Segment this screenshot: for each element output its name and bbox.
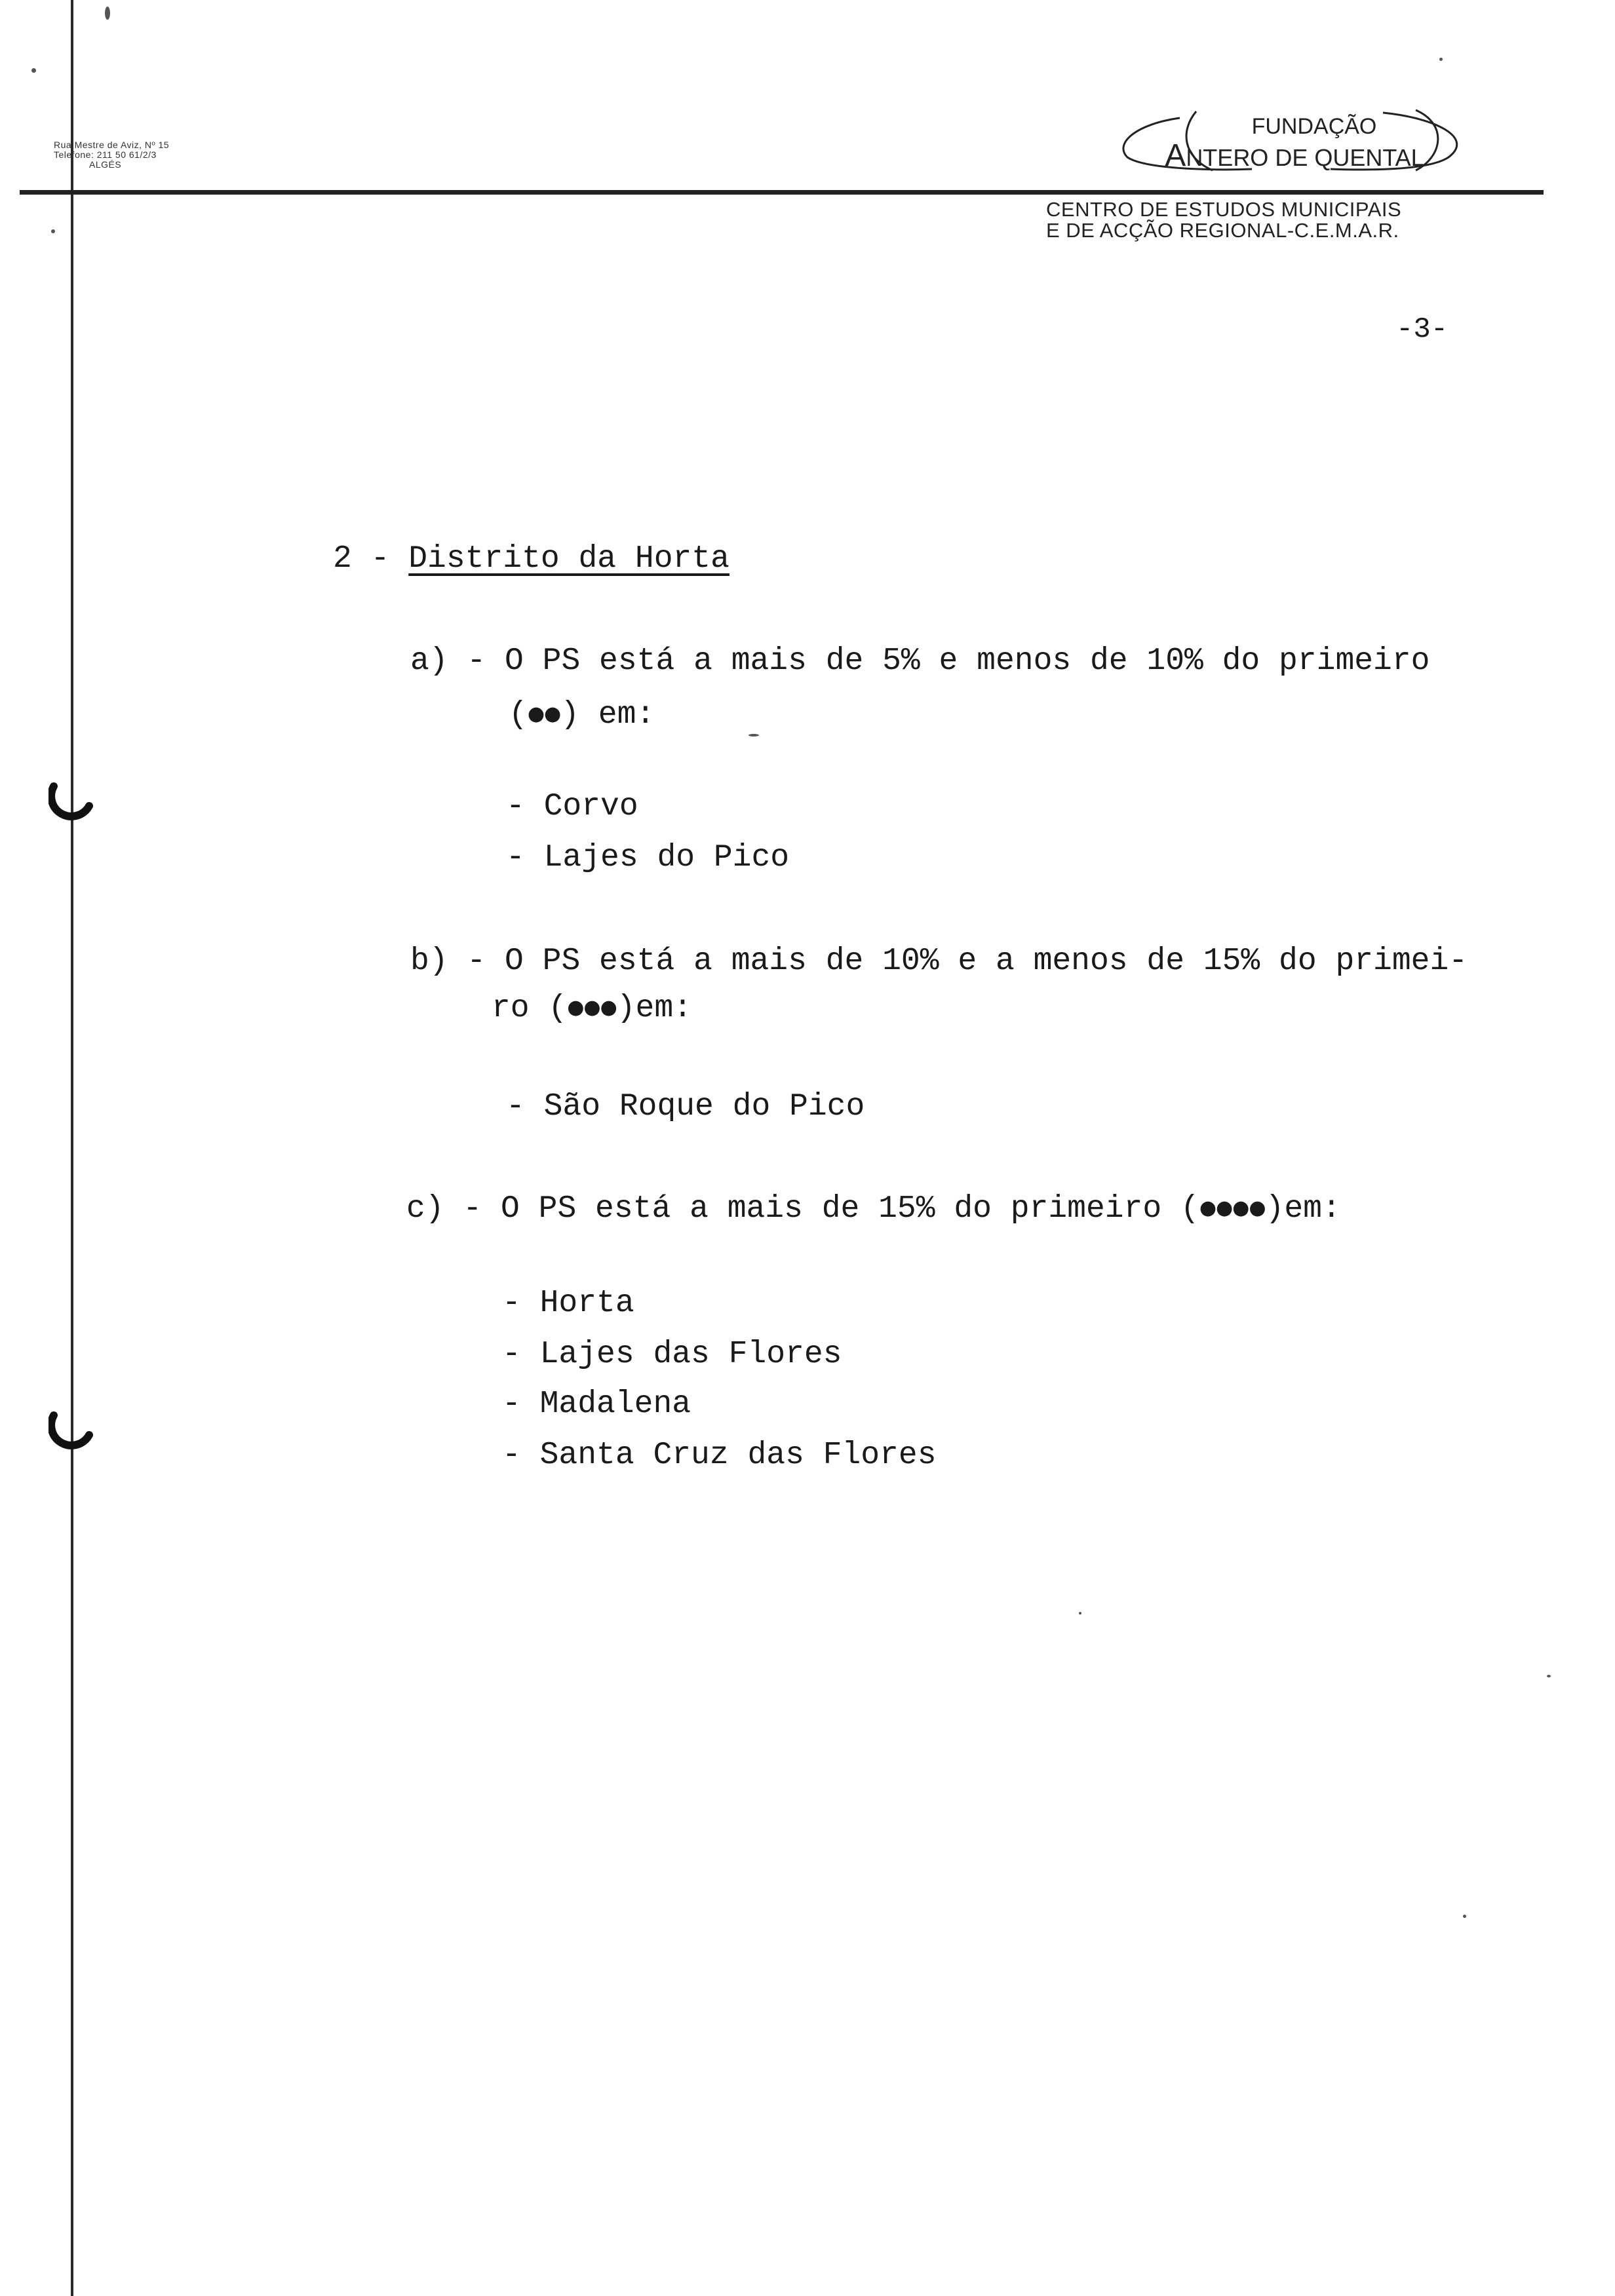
scan-speck: [1463, 1915, 1466, 1918]
list-item: - Horta: [502, 1286, 634, 1321]
centre-name: [1046, 199, 1401, 241]
list-item: - Santa Cruz das Flores: [502, 1438, 937, 1473]
item-b-marker: ●●●: [567, 996, 617, 1019]
scan-speck: [1547, 1675, 1551, 1677]
item-b-em: )em:: [616, 991, 692, 1026]
item-b-line2: [492, 991, 692, 1026]
page-number: -3-: [1396, 313, 1449, 346]
scan-speck: [31, 68, 36, 73]
item-a-line2: [509, 697, 655, 733]
address-street: Rua Mestre de Aviz, Nº 15: [54, 140, 170, 150]
scan-speck: [1079, 1612, 1081, 1615]
letterhead-address: [54, 140, 169, 170]
item-a-line1: [410, 643, 1430, 679]
list-item: - Lajes das Flores: [502, 1337, 842, 1372]
punch-hole-icon: [49, 780, 94, 826]
item-b-line1: [410, 944, 1468, 979]
list-item: - São Roque do Pico: [506, 1089, 865, 1124]
item-a-label: a) -: [410, 643, 486, 679]
list-item: - Madalena: [502, 1387, 691, 1422]
letterhead-rule: [20, 190, 1544, 195]
item-a-text: O PS está a mais de 5% e menos de 10% do primeiro: [505, 643, 1430, 679]
list-item: - Corvo: [506, 789, 638, 824]
item-b-text: O PS está a mais de 10% e a menos de 15% do primei-: [505, 944, 1468, 979]
logo-name: [1108, 138, 1475, 174]
section-number: 2 -: [333, 541, 390, 577]
list-item: - Lajes do Pico: [506, 840, 790, 875]
item-b-prefix: ro (: [492, 991, 568, 1026]
section-title: Distrito da Horta: [408, 541, 730, 577]
item-c-marker: ●●●●: [1199, 1196, 1266, 1219]
item-c-label: c) -: [406, 1191, 482, 1227]
item-c-line1: [406, 1191, 1341, 1227]
item-b-label: b) -: [410, 944, 486, 979]
logo-fundacao: FUNDAÇÃO: [1251, 114, 1377, 139]
address-phone: Telefone: 211 50 61/2/3: [54, 149, 157, 160]
scan-speck: [1439, 58, 1443, 61]
scan-speck: [51, 229, 55, 233]
punch-hole-icon: [49, 1409, 94, 1455]
item-a-paren: (: [509, 697, 528, 733]
section-heading: [333, 541, 730, 577]
foundation-logo: [1108, 105, 1475, 177]
item-c-em: )em:: [1265, 1191, 1341, 1227]
centre-name-line2: E DE ACÇÃO REGIONAL-C.E.M.A.R.: [1046, 219, 1399, 242]
item-c-text: O PS está a mais de 15% do primeiro (: [501, 1191, 1199, 1227]
item-a-em: ) em:: [560, 697, 655, 733]
address-city: ALGÉS: [89, 159, 122, 170]
centre-name-line1: CENTRO DE ESTUDOS MUNICIPAIS: [1046, 198, 1402, 221]
binding-margin-line: [71, 0, 73, 2296]
item-a-marker: ●●: [527, 702, 561, 725]
scan-speck: [749, 734, 759, 737]
scan-speck: [105, 7, 110, 20]
logo-initial: A: [1165, 138, 1186, 173]
logo-name-rest: NTERO DE QUENTAL: [1186, 144, 1424, 171]
